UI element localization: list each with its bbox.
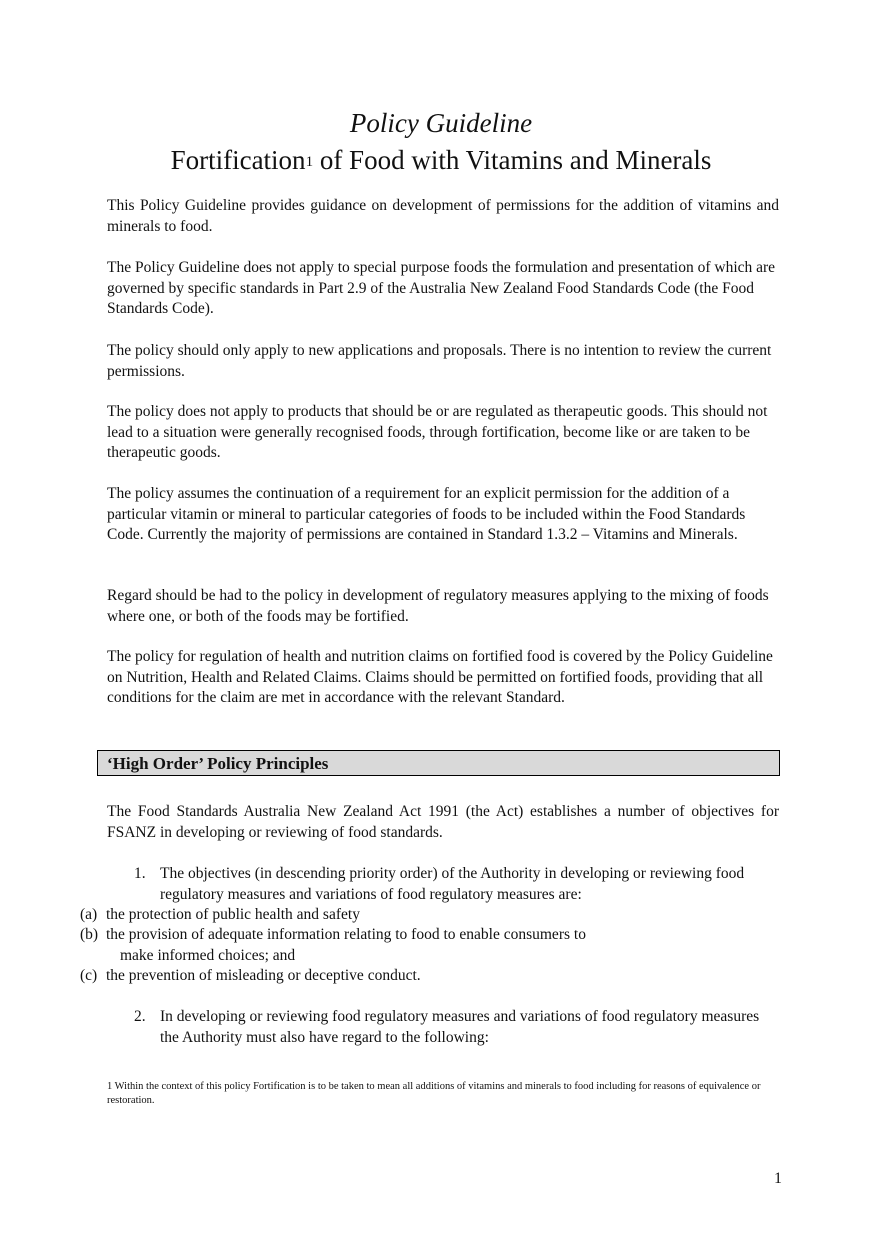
title-text-part1: Fortification — [170, 145, 306, 175]
document-type-title: Policy Guideline — [349, 108, 533, 138]
section-heading-box — [97, 750, 780, 776]
title-text-part2: of Food with Vitamins and Minerals — [313, 145, 712, 175]
sub-item-label: (a) — [80, 906, 98, 923]
list-item-number: 1. — [134, 865, 146, 882]
intro-paragraph: The policy does not apply to products that should be or are regulated as therapeutic goods. This should not lead to a situation were generally recognised foods, through fortification, become like or are taken to be therapeutic goods. — [107, 403, 768, 461]
footnote-marker: 1 — [305, 154, 314, 170]
intro-paragraph: The policy should only apply to new applications and proposals. There is no intention to review the current permissions. — [107, 342, 772, 380]
sub-item-label: (c) — [80, 967, 98, 984]
intro-paragraph: The policy for regulation of health and nutrition claims on fortified food is covered by the Policy Guideline on Nutrition, Health and Related Claims. Claims should be permitted on fortified foods, providing that all conditions for the claim are met in accordance with the relevant Standard. — [107, 648, 773, 706]
intro-paragraph: The Policy Guideline does not apply to special purpose foods the formulation and presentation of which are governed by specific standards in Part 2.9 of the Australia New Zealand Food Standards Code (the Food Standards Code). — [107, 259, 776, 317]
sub-item-text: the prevention of misleading or deceptive conduct. — [106, 967, 421, 984]
section-intro: The Food Standards Australia New Zealand Act 1991 (the Act) establishes a number of objectives for FSANZ in developing or reviewing of food standards. — [107, 803, 779, 841]
intro-paragraph: The policy assumes the continuation of a requirement for an explicit permission for the addition of a particular vitamin or mineral to particular categories of foods to be included within the Food Standards Code. Currently the majority of permissions are contained in Standard 1.3.2 – Vitamins and Minerals. — [107, 485, 746, 543]
intro-paragraph: Regard should be had to the policy in development of regulatory measures applying to the mixing of foods where one, or both of the foods may be fortified. — [107, 587, 769, 625]
list-item-text: In developing or reviewing food regulatory measures and variations of food regulatory measures the Authority must also have regard to the following: — [160, 1008, 760, 1046]
sub-item-label: (b) — [80, 926, 99, 943]
page-number: 1 — [774, 1170, 782, 1187]
intro-paragraph: This Policy Guideline provides guidance on development of permissions for the addition of vitamins and minerals to food. — [107, 197, 779, 235]
sub-item-text-continuation: make informed choices; and — [120, 946, 296, 964]
sub-item-text: the protection of public health and safety — [106, 906, 360, 923]
list-item-number: 2. — [134, 1008, 146, 1025]
list-item-text: The objectives (in descending priority order) of the Authority in developing or reviewing food regulatory measures and variations of food regulatory measures are: — [160, 865, 745, 903]
document-main-title — [0, 140, 882, 180]
list-item — [107, 1007, 779, 1051]
sub-item-text-line: the provision of adequate information relating to food to enable consumers to — [106, 926, 586, 943]
sub-item-text — [106, 925, 671, 966]
footnote: 1 Within the context of this policy Fortification is to be taken to mean all additions of vitamins and minerals to food including for reasons of equivalence or restoration. — [107, 1081, 761, 1106]
section-heading: ‘High Order’ Policy Principles — [107, 754, 329, 773]
